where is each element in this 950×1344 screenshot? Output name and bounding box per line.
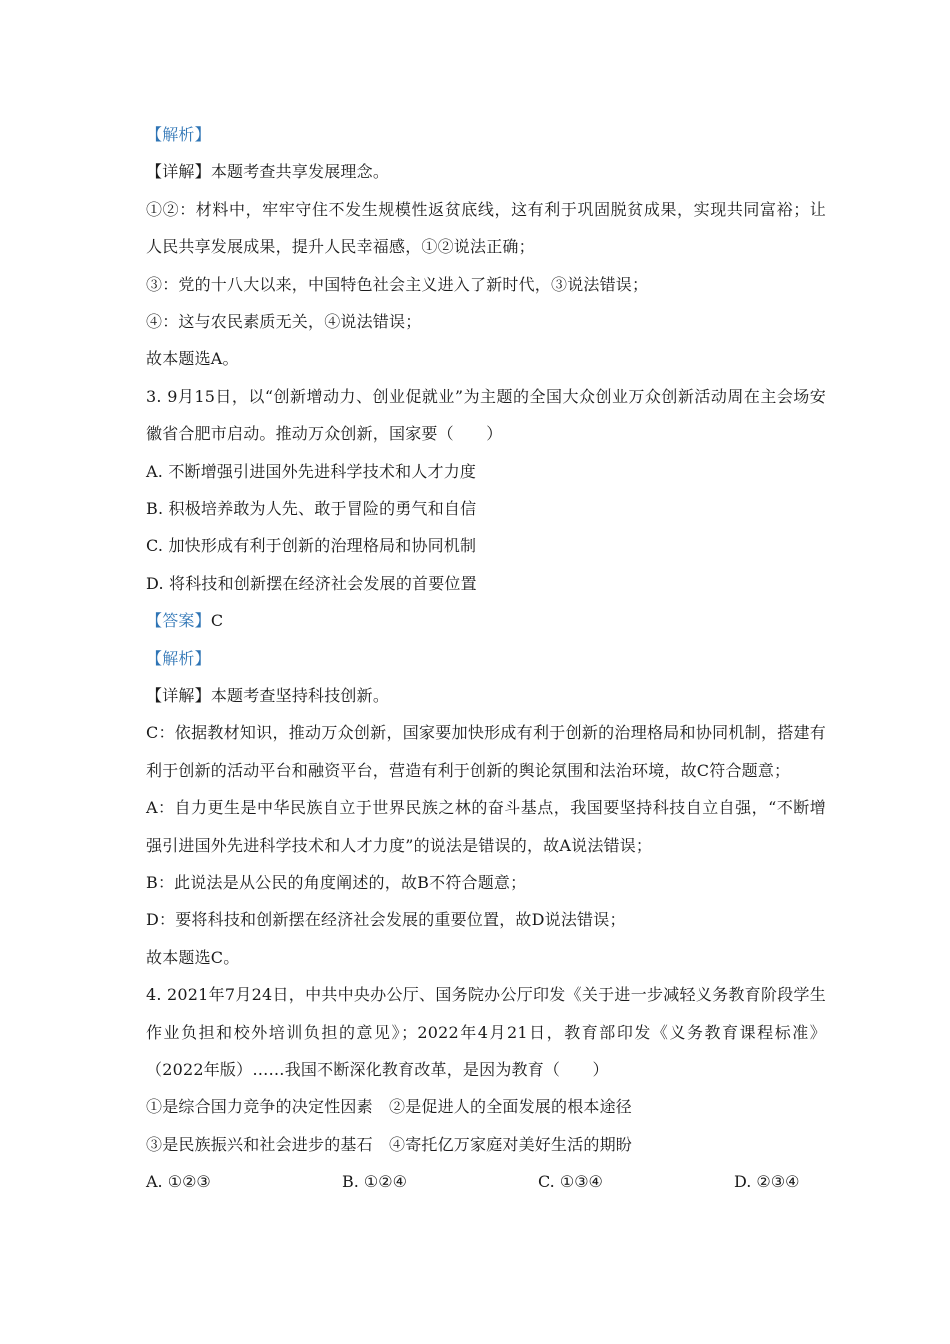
- q3-explain-d: D：要将科技和创新摆在经济社会发展的重要位置，故D说法错误；: [146, 910, 626, 930]
- q2-conclusion: 故本题选A。: [146, 349, 239, 369]
- q4-choice-c: C. ①③④: [538, 1172, 603, 1192]
- q3-detail: [146, 677, 826, 714]
- q3-answer-label: 【答案】: [146, 611, 211, 631]
- q2-detail-label: 【详解】: [146, 162, 211, 182]
- q2-paragraph-3: ④：这与农民素质无关，④说法错误；: [146, 311, 422, 331]
- q4-stem: 4. 2021年7月24日，中共中央办公厅、国务院办公厅印发《关于进一步减轻义务教育阶段学生作业负担和校外培训负担的意见》；2022年4月21日，教育部印发《义务教育课程标准》（2022年版）……我国不断深化教育改革，是因为教育（ ）: [146, 985, 826, 1079]
- q3-option-d: D. 将科技和创新摆在经济社会发展的首要位置: [146, 573, 477, 593]
- q3-explain-c: C：依据教材知识，推动万众创新，国家要加快形成有利于创新的治理格局和协同机制，搭建有利于创新的活动平台和融资平台，营造有利于创新的舆论氛围和法治环境，故C符合题意；: [146, 723, 826, 780]
- q4-choices: [146, 1163, 826, 1200]
- q3-explain-b: B：此说法是从公民的角度阐述的，故B不符合题意；: [146, 872, 527, 892]
- q3-detail-label: 【详解】: [146, 685, 211, 705]
- q4-choice-b: B. ①②④: [342, 1172, 407, 1192]
- q4-choice-d: D. ②③④: [734, 1172, 800, 1192]
- q3-option-c: C. 加快形成有利于创新的治理格局和协同机制: [146, 536, 477, 556]
- q2-paragraph-2: ③：党的十八大以来，中国特色社会主义进入了新时代，③说法错误；: [146, 274, 649, 294]
- q3-answer-value: C: [210, 611, 224, 631]
- q3-stem: 3. 9月15日，以“创新增动力、创业促就业”为主题的全国大众创业万众创新活动周在主会场安徽省合肥市启动。推动万众创新，国家要（ ）: [146, 386, 826, 444]
- q4-statements-2: ③是民族振兴和社会进步的基石 ④寄托亿万家庭对美好生活的期盼: [146, 1134, 633, 1154]
- q2-detail: [146, 153, 826, 190]
- q3-option-b: B. 积极培养敢为人先、敢于冒险的勇气和自信: [146, 498, 477, 518]
- q2-paragraph-1: ①②：材料中，牢牢守住不发生规模性返贫底线，这有利于巩固脱贫成果，实现共同富裕；让人民共享发展成果，提升人民幸福感，①②说法正确；: [146, 199, 826, 257]
- q4-statements-1: ①是综合国力竞争的决定性因素 ②是促进人的全面发展的根本途径: [146, 1097, 633, 1117]
- q3-answer: [146, 602, 826, 639]
- q3-option-a: A. 不断增强引进国外先进科学技术和人才力度: [146, 461, 477, 481]
- q3-conclusion: 故本题选C。: [146, 947, 240, 967]
- q2-detail-text: 本题考查共享发展理念。: [210, 162, 390, 182]
- q3-analysis-label: 【解析】: [146, 648, 211, 668]
- q3-explain-a: A：自力更生是中华民族自立于世界民族之林的奋斗基点，我国要坚持科技自立自强，“不断增强引进国外先进科学技术和人才力度”的说法是错误的，故A说法错误；: [146, 798, 826, 855]
- q3-detail-text: 本题考查坚持科技创新。: [210, 685, 390, 705]
- document-page: [146, 116, 826, 1201]
- q2-analysis-label: 【解析】: [146, 125, 211, 144]
- q4-choice-a: A. ①②③: [146, 1172, 211, 1192]
